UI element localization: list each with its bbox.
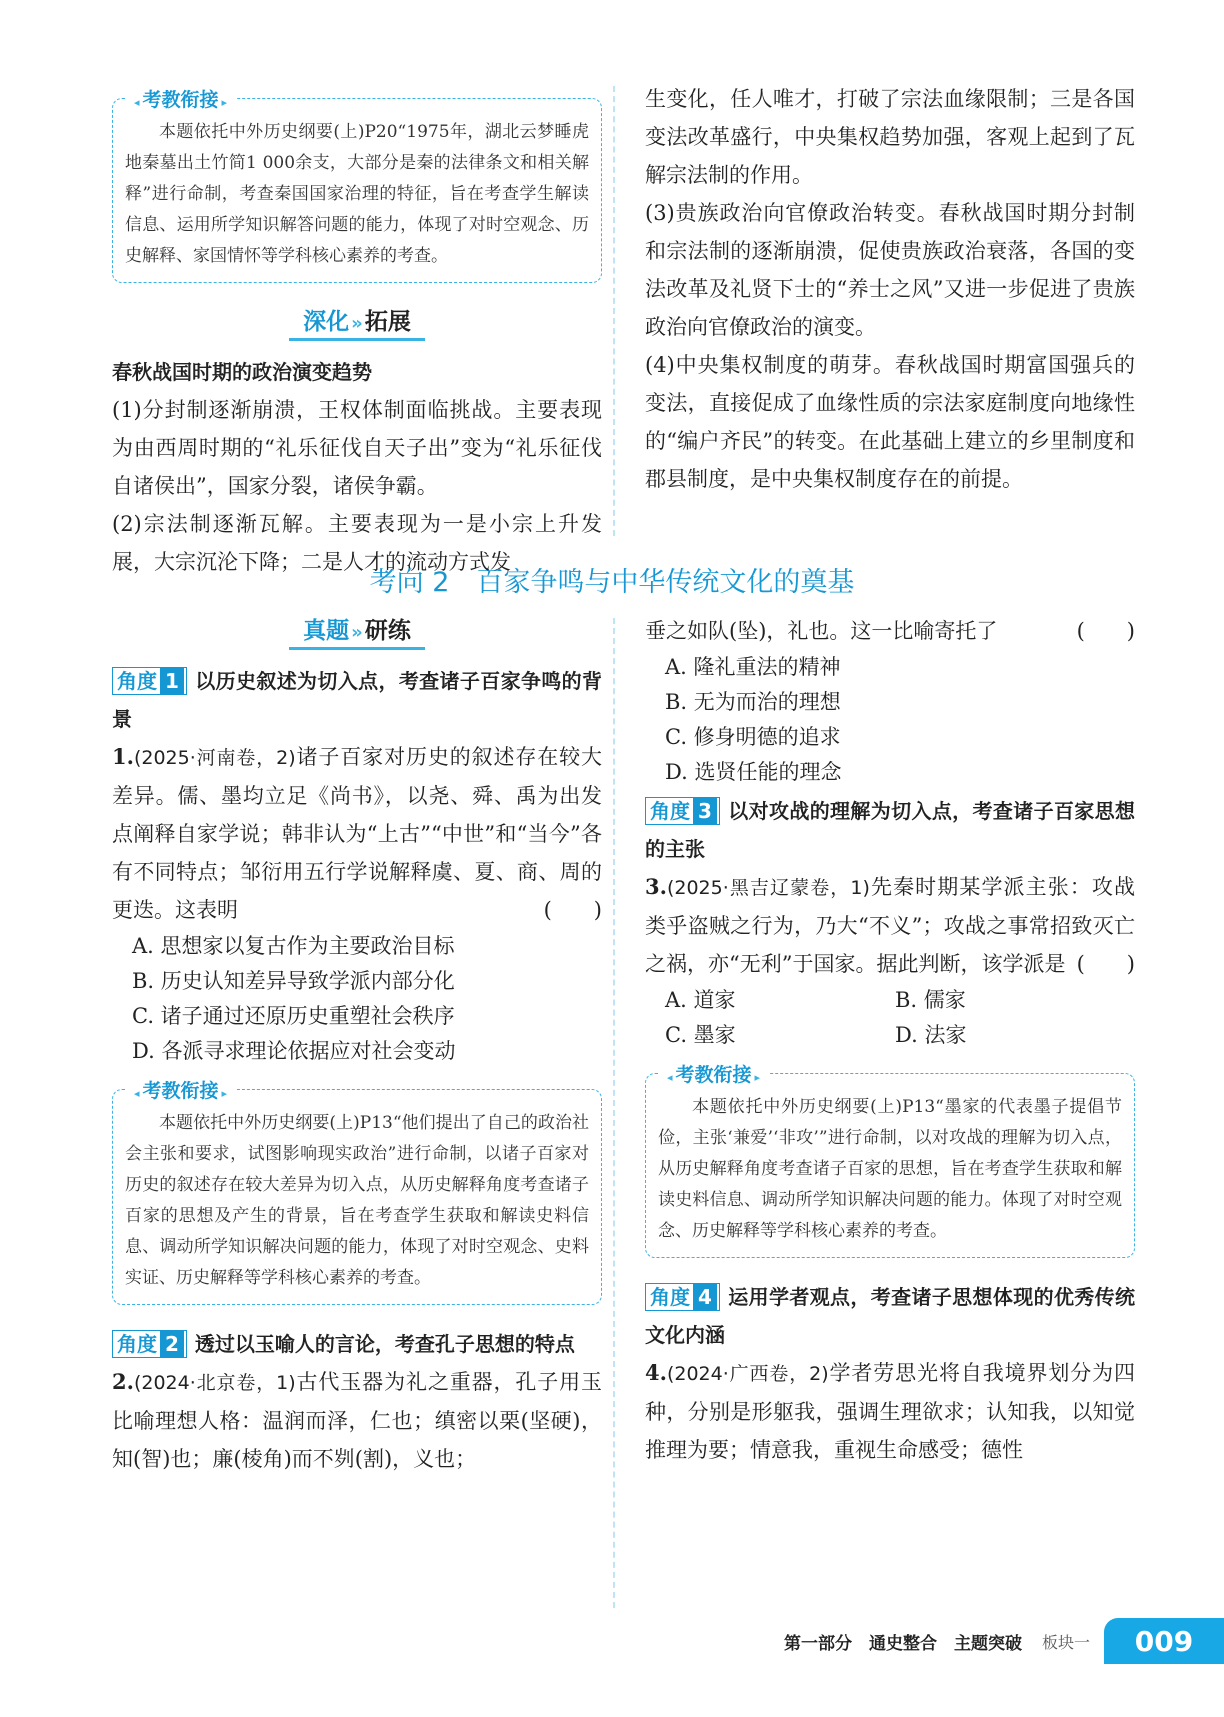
question-3: 3.(2025·黑吉辽蒙卷，1)先秦时期某学派主张：攻战类乎盗贼之行为，乃大“不义”；攻战之事常招致灭亡之祸，亦“无利”于国家。据此判断，该学派是 ( ) (645, 874, 1135, 976)
q3-options-row-1 (665, 983, 1135, 1018)
q1-option-c: C. 诸子通过还原历史重塑社会秩序 (132, 1004, 455, 1028)
teaching-link-label: ◂ 考教衔接 ▸ (658, 1060, 769, 1087)
paragraph-2-continued: 生变化，任人唯才，打破了宗法血缘限制；三是各国变法改革盛行，中央集权趋势加强，客观上起到了瓦解宗法制的作用。 (645, 87, 1135, 187)
bottom-right-column (645, 612, 1135, 1469)
top-right-column (645, 80, 1135, 498)
topic-heading: 春秋战国时期的政治演变趋势 (112, 360, 372, 384)
q2-option-a: A. 隆礼重法的精神 (665, 655, 841, 679)
q3-option-d: D. 法家 (895, 1023, 967, 1047)
paragraph-2: (2)宗法制逐渐瓦解。主要表现为一是小宗上升发展，大宗沉沦下降；二是人才的流动方式发 (112, 512, 602, 574)
angle-badge: 角度 1 (112, 667, 187, 695)
page-number: 009 (1104, 1618, 1224, 1664)
column-divider-bottom (613, 618, 615, 1608)
angle-2-heading: 角度 2 透过以玉喻人的言论，考查孔子思想的特点 (112, 1325, 602, 1363)
question-1: 1.(2025·河南卷，2)诸子百家对历史的叙述存在较大差异。儒、墨均立足《尚书》，以尧、舜、禹为出发点阐释自家学说；韩非认为“上古”“中世”和“当今”各有不同特点；邹衍用五行学说解释虞、夏、商、周的更迭。这表明 ( ) (112, 744, 602, 922)
q1-option-a: A. 思想家以复古作为主要政治目标 (132, 934, 455, 958)
question-2-continued: 垂之如队(坠)，礼也。这一比喻寄托了 ( ) (645, 619, 1135, 643)
top-left-column (112, 86, 602, 581)
q2-option-b: B. 无为而治的理想 (665, 690, 841, 714)
angle-badge: 角度 4 (645, 1283, 720, 1311)
section-title: 考向 2 百家争鸣与中华传统文化的奠基 (369, 567, 855, 598)
q1-option-b: B. 历史认知差异导致学派内部分化 (132, 969, 455, 993)
angle-3-heading: 角度 3 以对攻战的理解为切入点，考查诸子百家思想的主张 (645, 799, 1135, 861)
q1-option-d: D. 各派寻求理论依据应对社会变动 (132, 1039, 456, 1063)
q2-option-d: D. 选贤任能的理念 (665, 760, 842, 784)
teaching-link-box-1 (112, 89, 602, 283)
column-divider-top (613, 86, 615, 536)
bottom-left-column (112, 612, 602, 1478)
angle-1-heading: 角度 1 以历史叙述为切入点，考查诸子百家争鸣的背景 (112, 669, 602, 731)
deepen-expand-heading: 深化 »拓展 (112, 303, 602, 341)
teaching-link-box-3 (645, 1064, 1135, 1258)
paragraph-3: (3)贵族政治向官僚政治转变。春秋战国时期分封制和宗法制的逐渐崩溃，促使贵族政治衰落，各国的变法改革及礼贤下士的“养士之风”又进一步促进了贵族政治向官僚政治的演变。 (645, 201, 1135, 339)
q3-option-b: B. 儒家 (895, 988, 966, 1012)
q2-option-c: C. 修身明德的追求 (665, 725, 841, 749)
teaching-link-label: ◂ 考教衔接 ▸ (125, 1076, 236, 1103)
q3-option-c: C. 墨家 (665, 1023, 736, 1047)
page-footer (784, 1618, 1224, 1664)
teaching-link-text: 本题依托中外历史纲要(上)P13“墨家的代表墨子提倡节俭，主张‘兼爱’‘非攻’”进行命制，以对攻战的理解为切入点，从历史解释角度考查诸子百家的思想，旨在考查学生获取和解读史料信息、调动所学知识解决问题的能力。体现了对时空观念、历史解释等学科核心素养的考查。 (658, 1097, 1122, 1241)
teaching-link-text: 本题依托中外历史纲要(上)P13“他们提出了自己的政治社会主张和要求，试图影响现实政治”进行命制，以诸子百家对历史的叙述存在较大差异为切入点，从历史解释角度考查诸子百家的思想及产生的背景，旨在考查学生获取和解读史料信息、调动所学知识解决问题的能力，体现了对时空观念、史料实证、历史解释等学科核心素养的考查。 (125, 1113, 589, 1288)
question-4: 4.(2024·广西卷，2)学者劳思光将自我境界划分为四种，分别是形躯我，强调生理欲求；认知我，以知觉推理为要；情意我，重视生命感受；德性 (645, 1360, 1135, 1462)
footer-breadcrumb: 第一部分 通史整合 主题突破 (783, 1633, 1022, 1654)
paragraph-1: (1)分封制逐渐崩溃，王权体制面临挑战。主要表现为由西周时期的“礼乐征伐自天子出”变为“礼乐征伐自诸侯出”，国家分裂，诸侯争霸。 (112, 398, 602, 498)
q3-option-a: A. 道家 (665, 988, 736, 1012)
real-question-heading: 真题 »研练 (112, 612, 602, 650)
q3-options-row-2 (665, 1018, 1135, 1053)
paragraph-4: (4)中央集权制度的萌芽。春秋战国时期富国强兵的变法，直接促成了血缘性质的宗法家庭制度向地缘性的“编户齐民”的转变。在此基础上建立的乡里制度和郡县制度，是中央集权制度存在的前提。 (645, 353, 1135, 491)
question-2: 2.(2024·北京卷，1)古代玉器为礼之重器，孔子用玉比喻理想人格：温润而泽，仁也；缜密以栗(坚硬)，知(智)也；廉(棱角)而不刿(割)，义也； (112, 1369, 602, 1471)
angle-4-heading: 角度 4 运用学者观点，考查诸子思想体现的优秀传统文化内涵 (645, 1285, 1135, 1347)
angle-badge: 角度 3 (645, 797, 720, 825)
angle-badge: 角度 2 (112, 1330, 187, 1358)
footer-block-label: 板块一 (1041, 1632, 1090, 1652)
teaching-link-box-2 (112, 1080, 602, 1305)
teaching-link-label: ◂ 考教衔接 ▸ (125, 85, 236, 112)
teaching-link-text: 本题依托中外历史纲要(上)P20“1975年，湖北云梦睡虎地秦墓出土竹简1 000余支，大部分是秦的法律条文和相关解释”进行命制，考查秦国国家治理的特征，旨在考查学生解读信息、运用所学知识解答问题的能力，体现了对时空观念、历史解释、家国情怀等学科核心素养的考查。 (125, 122, 589, 266)
